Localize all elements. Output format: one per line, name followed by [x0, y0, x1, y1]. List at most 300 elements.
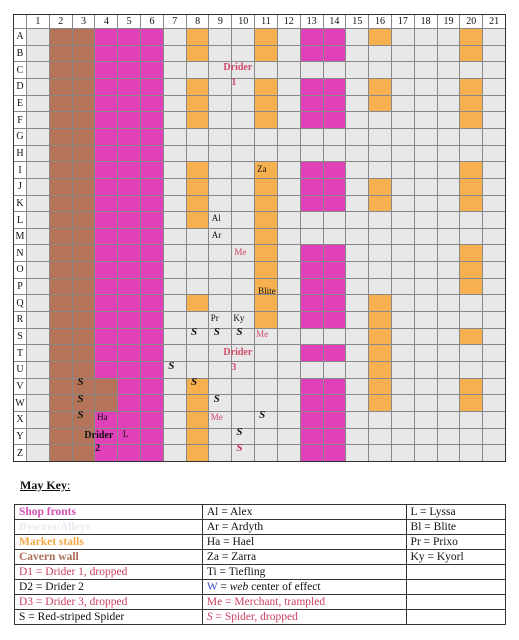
map-cell[interactable]: [483, 112, 505, 128]
map-cell[interactable]: [324, 362, 346, 378]
map-cell[interactable]: [141, 379, 163, 395]
map-cell[interactable]: [50, 245, 72, 261]
map-cell[interactable]: [483, 46, 505, 62]
map-cell[interactable]: [278, 395, 300, 411]
map-cell[interactable]: [324, 395, 346, 411]
map-cell[interactable]: [232, 362, 254, 378]
map-cell[interactable]: [255, 295, 277, 311]
map-cell[interactable]: [232, 112, 254, 128]
map-cell[interactable]: [187, 29, 209, 45]
map-cell[interactable]: [460, 429, 482, 445]
map-cell[interactable]: [392, 445, 414, 461]
map-cell[interactable]: [209, 245, 231, 261]
map-cell[interactable]: [73, 262, 95, 278]
map-cell[interactable]: [415, 29, 437, 45]
map-cell[interactable]: [369, 112, 391, 128]
map-cell[interactable]: [301, 329, 323, 345]
map-cell[interactable]: [232, 312, 254, 328]
map-cell[interactable]: [346, 179, 368, 195]
map-cell[interactable]: [141, 312, 163, 328]
map-cell[interactable]: [278, 29, 300, 45]
map-cell[interactable]: [95, 445, 117, 461]
map-cell[interactable]: [438, 312, 460, 328]
map-cell[interactable]: [460, 96, 482, 112]
map-cell[interactable]: [301, 379, 323, 395]
map-cell[interactable]: [50, 412, 72, 428]
map-cell[interactable]: [301, 245, 323, 261]
map-cell[interactable]: [118, 312, 140, 328]
map-cell[interactable]: [392, 112, 414, 128]
map-cell[interactable]: [209, 312, 231, 328]
map-cell[interactable]: [255, 129, 277, 145]
map-cell[interactable]: [415, 212, 437, 228]
map-cell[interactable]: [301, 112, 323, 128]
map-cell[interactable]: [438, 112, 460, 128]
map-cell[interactable]: [255, 96, 277, 112]
map-cell[interactable]: [369, 46, 391, 62]
map-cell[interactable]: [346, 395, 368, 411]
map-cell[interactable]: [95, 312, 117, 328]
map-cell[interactable]: [392, 62, 414, 78]
map-cell[interactable]: [460, 29, 482, 45]
map-cell[interactable]: [232, 212, 254, 228]
map-cell[interactable]: [415, 179, 437, 195]
map-cell[interactable]: [164, 129, 186, 145]
map-cell[interactable]: [73, 112, 95, 128]
map-cell[interactable]: [346, 129, 368, 145]
map-cell[interactable]: [95, 229, 117, 245]
map-cell[interactable]: [187, 295, 209, 311]
map-cell[interactable]: [118, 429, 140, 445]
map-cell[interactable]: [483, 179, 505, 195]
map-cell[interactable]: [141, 79, 163, 95]
map-cell[interactable]: [164, 112, 186, 128]
map-cell[interactable]: [438, 429, 460, 445]
map-cell[interactable]: [95, 412, 117, 428]
map-cell[interactable]: [118, 379, 140, 395]
map-cell[interactable]: [141, 129, 163, 145]
map-cell[interactable]: [392, 395, 414, 411]
map-cell[interactable]: [209, 212, 231, 228]
map-cell[interactable]: [301, 196, 323, 212]
map-cell[interactable]: [73, 212, 95, 228]
map-cell[interactable]: [164, 262, 186, 278]
map-cell[interactable]: [27, 379, 49, 395]
map-cell[interactable]: [301, 229, 323, 245]
map-cell[interactable]: [95, 379, 117, 395]
map-cell[interactable]: [141, 329, 163, 345]
map-cell[interactable]: [95, 29, 117, 45]
map-cell[interactable]: [164, 245, 186, 261]
map-cell[interactable]: [301, 445, 323, 461]
map-cell[interactable]: [164, 229, 186, 245]
map-cell[interactable]: [141, 395, 163, 411]
map-cell[interactable]: [95, 212, 117, 228]
map-cell[interactable]: [438, 329, 460, 345]
map-cell[interactable]: [346, 295, 368, 311]
map-cell[interactable]: [369, 212, 391, 228]
map-cell[interactable]: [27, 245, 49, 261]
map-cell[interactable]: [255, 409, 277, 428]
map-cell[interactable]: [50, 362, 72, 378]
map-cell[interactable]: [324, 62, 346, 78]
map-cell[interactable]: [209, 295, 231, 311]
map-cell[interactable]: [278, 229, 300, 245]
map-cell[interactable]: [187, 229, 209, 245]
map-cell[interactable]: [278, 362, 300, 378]
map-cell[interactable]: [324, 262, 346, 278]
map-cell[interactable]: [369, 345, 391, 361]
map-cell[interactable]: [278, 62, 300, 78]
map-cell[interactable]: [118, 362, 140, 378]
map-cell[interactable]: [369, 96, 391, 112]
map-cell[interactable]: [141, 146, 163, 162]
map-cell[interactable]: [27, 295, 49, 311]
map-cell[interactable]: [392, 412, 414, 428]
map-cell[interactable]: [232, 262, 254, 278]
map-cell[interactable]: [346, 262, 368, 278]
map-cell[interactable]: [187, 62, 209, 78]
map-cell[interactable]: [141, 162, 163, 178]
map-cell[interactable]: [187, 376, 209, 395]
map-cell[interactable]: [346, 112, 368, 128]
map-cell[interactable]: [73, 162, 95, 178]
map-cell[interactable]: [346, 29, 368, 45]
map-cell[interactable]: [164, 345, 186, 361]
map-cell[interactable]: [369, 312, 391, 328]
map-cell[interactable]: [27, 212, 49, 228]
map-cell[interactable]: [73, 245, 95, 261]
map-cell[interactable]: [415, 412, 437, 428]
map-cell[interactable]: [118, 445, 140, 461]
map-cell[interactable]: [232, 46, 254, 62]
map-cell[interactable]: [232, 425, 254, 445]
map-cell[interactable]: [50, 345, 72, 361]
map-cell[interactable]: [460, 46, 482, 62]
map-cell[interactable]: [483, 429, 505, 445]
map-cell[interactable]: [346, 329, 368, 345]
map-cell[interactable]: [255, 162, 277, 178]
map-cell[interactable]: [483, 62, 505, 78]
map-cell[interactable]: [232, 326, 254, 345]
map-cell[interactable]: [460, 112, 482, 128]
map-cell[interactable]: [301, 345, 323, 361]
map-cell[interactable]: [95, 96, 117, 112]
map-cell[interactable]: [438, 245, 460, 261]
map-cell[interactable]: [369, 329, 391, 345]
map-cell[interactable]: [346, 429, 368, 445]
map-cell[interactable]: [118, 29, 140, 45]
map-cell[interactable]: [164, 46, 186, 62]
map-cell[interactable]: [73, 46, 95, 62]
map-cell[interactable]: [187, 312, 209, 328]
map-cell[interactable]: [460, 312, 482, 328]
map-cell[interactable]: [232, 442, 254, 461]
map-cell[interactable]: [164, 79, 186, 95]
map-cell[interactable]: [118, 295, 140, 311]
map-cell[interactable]: [255, 312, 277, 328]
map-cell[interactable]: [392, 312, 414, 328]
map-cell[interactable]: [483, 212, 505, 228]
map-cell[interactable]: [27, 279, 49, 295]
map-cell[interactable]: [460, 262, 482, 278]
map-cell[interactable]: [232, 129, 254, 145]
map-cell[interactable]: [118, 112, 140, 128]
map-cell[interactable]: [324, 279, 346, 295]
map-cell[interactable]: [118, 96, 140, 112]
map-cell[interactable]: [460, 345, 482, 361]
map-cell[interactable]: [438, 395, 460, 411]
map-cell[interactable]: [27, 62, 49, 78]
map-cell[interactable]: [141, 445, 163, 461]
map-cell[interactable]: [95, 262, 117, 278]
map-cell[interactable]: [460, 445, 482, 461]
map-cell[interactable]: [301, 212, 323, 228]
map-cell[interactable]: [392, 96, 414, 112]
map-cell[interactable]: [301, 429, 323, 445]
map-cell[interactable]: [73, 445, 95, 461]
map-cell[interactable]: [73, 329, 95, 345]
map-cell[interactable]: [141, 295, 163, 311]
map-cell[interactable]: [324, 46, 346, 62]
map-cell[interactable]: [95, 245, 117, 261]
map-cell[interactable]: [324, 146, 346, 162]
map-cell[interactable]: [346, 279, 368, 295]
map-cell[interactable]: [483, 196, 505, 212]
map-cell[interactable]: [95, 196, 117, 212]
map-cell[interactable]: [278, 429, 300, 445]
map-cell[interactable]: [73, 129, 95, 145]
map-cell[interactable]: [95, 279, 117, 295]
map-cell[interactable]: [50, 62, 72, 78]
map-cell[interactable]: [50, 445, 72, 461]
map-cell[interactable]: [483, 379, 505, 395]
map-cell[interactable]: [415, 329, 437, 345]
map-cell[interactable]: [324, 379, 346, 395]
map-cell[interactable]: [50, 179, 72, 195]
map-cell[interactable]: [209, 196, 231, 212]
map-cell[interactable]: [301, 262, 323, 278]
map-cell[interactable]: [118, 62, 140, 78]
map-cell[interactable]: [278, 279, 300, 295]
map-cell[interactable]: [415, 445, 437, 461]
map-cell[interactable]: [278, 329, 300, 345]
map-cell[interactable]: [209, 29, 231, 45]
map-cell[interactable]: [164, 279, 186, 295]
map-cell[interactable]: [324, 162, 346, 178]
map-cell[interactable]: [346, 212, 368, 228]
map-cell[interactable]: [460, 379, 482, 395]
map-cell[interactable]: [118, 412, 140, 428]
map-cell[interactable]: [73, 392, 95, 411]
map-cell[interactable]: [392, 162, 414, 178]
map-cell[interactable]: [324, 212, 346, 228]
map-cell[interactable]: [392, 295, 414, 311]
map-cell[interactable]: [483, 362, 505, 378]
map-cell[interactable]: [141, 279, 163, 295]
map-cell[interactable]: [460, 245, 482, 261]
map-cell[interactable]: [209, 62, 231, 78]
map-cell[interactable]: [50, 395, 72, 411]
map-cell[interactable]: [438, 46, 460, 62]
map-cell[interactable]: [369, 445, 391, 461]
map-cell[interactable]: [187, 162, 209, 178]
map-cell[interactable]: [255, 245, 277, 261]
map-cell[interactable]: [209, 362, 231, 378]
map-cell[interactable]: [438, 129, 460, 145]
map-cell[interactable]: [255, 329, 277, 345]
map-cell[interactable]: [392, 79, 414, 95]
map-cell[interactable]: [118, 146, 140, 162]
map-cell[interactable]: [255, 362, 277, 378]
map-cell[interactable]: [95, 146, 117, 162]
map-cell[interactable]: [27, 395, 49, 411]
map-cell[interactable]: [141, 429, 163, 445]
map-cell[interactable]: [209, 112, 231, 128]
map-cell[interactable]: [460, 229, 482, 245]
map-cell[interactable]: [369, 429, 391, 445]
map-cell[interactable]: [27, 362, 49, 378]
map-cell[interactable]: [460, 129, 482, 145]
map-cell[interactable]: [50, 196, 72, 212]
map-cell[interactable]: [255, 229, 277, 245]
map-cell[interactable]: [209, 96, 231, 112]
map-cell[interactable]: [415, 196, 437, 212]
map-cell[interactable]: [346, 412, 368, 428]
map-cell[interactable]: [164, 379, 186, 395]
map-cell[interactable]: [278, 245, 300, 261]
map-cell[interactable]: [278, 295, 300, 311]
map-cell[interactable]: [73, 345, 95, 361]
map-cell[interactable]: [187, 79, 209, 95]
map-cell[interactable]: [118, 262, 140, 278]
map-cell[interactable]: [392, 179, 414, 195]
map-cell[interactable]: [460, 146, 482, 162]
map-cell[interactable]: [50, 295, 72, 311]
map-cell[interactable]: [27, 445, 49, 461]
map-cell[interactable]: [324, 429, 346, 445]
map-cell[interactable]: [209, 179, 231, 195]
map-cell[interactable]: [483, 312, 505, 328]
map-cell[interactable]: [438, 279, 460, 295]
map-cell[interactable]: [346, 46, 368, 62]
map-cell[interactable]: [369, 129, 391, 145]
map-cell[interactable]: [483, 279, 505, 295]
map-cell[interactable]: [301, 179, 323, 195]
map-cell[interactable]: [187, 362, 209, 378]
map-cell[interactable]: [369, 62, 391, 78]
map-cell[interactable]: [209, 429, 231, 445]
map-cell[interactable]: [415, 62, 437, 78]
map-cell[interactable]: [164, 395, 186, 411]
map-cell[interactable]: [73, 79, 95, 95]
map-cell[interactable]: [73, 229, 95, 245]
map-cell[interactable]: [73, 295, 95, 311]
map-cell[interactable]: [369, 29, 391, 45]
map-cell[interactable]: [324, 196, 346, 212]
map-cell[interactable]: [438, 96, 460, 112]
map-cell[interactable]: [141, 345, 163, 361]
map-cell[interactable]: [415, 245, 437, 261]
map-cell[interactable]: [324, 229, 346, 245]
map-cell[interactable]: [460, 179, 482, 195]
map-cell[interactable]: [346, 162, 368, 178]
map-cell[interactable]: [27, 412, 49, 428]
map-cell[interactable]: [278, 79, 300, 95]
map-cell[interactable]: [415, 279, 437, 295]
map-cell[interactable]: [369, 179, 391, 195]
map-cell[interactable]: [278, 129, 300, 145]
map-cell[interactable]: [392, 245, 414, 261]
map-cell[interactable]: [95, 62, 117, 78]
map-cell[interactable]: [369, 379, 391, 395]
map-cell[interactable]: [187, 429, 209, 445]
map-cell[interactable]: [95, 329, 117, 345]
map-cell[interactable]: [324, 445, 346, 461]
map-cell[interactable]: [369, 412, 391, 428]
map-cell[interactable]: [50, 229, 72, 245]
map-cell[interactable]: [278, 162, 300, 178]
map-cell[interactable]: [73, 409, 95, 428]
map-cell[interactable]: [301, 279, 323, 295]
map-cell[interactable]: [50, 279, 72, 295]
map-cell[interactable]: [232, 245, 254, 261]
map-cell[interactable]: [255, 46, 277, 62]
map-cell[interactable]: [73, 96, 95, 112]
map-cell[interactable]: [141, 229, 163, 245]
map-cell[interactable]: [415, 429, 437, 445]
map-cell[interactable]: [301, 162, 323, 178]
map-cell[interactable]: [27, 112, 49, 128]
map-cell[interactable]: [438, 295, 460, 311]
map-cell[interactable]: [278, 146, 300, 162]
map-cell[interactable]: [187, 262, 209, 278]
map-cell[interactable]: [255, 379, 277, 395]
map-cell[interactable]: [324, 79, 346, 95]
map-cell[interactable]: [164, 29, 186, 45]
map-cell[interactable]: [187, 245, 209, 261]
map-cell[interactable]: [301, 362, 323, 378]
map-cell[interactable]: [278, 312, 300, 328]
map-cell[interactable]: [255, 79, 277, 95]
map-cell[interactable]: [415, 395, 437, 411]
map-cell[interactable]: [346, 146, 368, 162]
map-cell[interactable]: [278, 262, 300, 278]
map-cell[interactable]: [301, 62, 323, 78]
map-cell[interactable]: [50, 212, 72, 228]
map-cell[interactable]: [438, 162, 460, 178]
map-cell[interactable]: [27, 329, 49, 345]
map-cell[interactable]: [369, 245, 391, 261]
map-cell[interactable]: [483, 229, 505, 245]
map-cell[interactable]: [141, 212, 163, 228]
map-cell[interactable]: [369, 146, 391, 162]
map-cell[interactable]: [415, 229, 437, 245]
map-cell[interactable]: [27, 345, 49, 361]
map-cell[interactable]: [95, 395, 117, 411]
map-cell[interactable]: [301, 312, 323, 328]
map-cell[interactable]: [50, 329, 72, 345]
map-cell[interactable]: [324, 29, 346, 45]
map-cell[interactable]: [392, 429, 414, 445]
map-cell[interactable]: [164, 445, 186, 461]
map-cell[interactable]: [369, 262, 391, 278]
map-cell[interactable]: [278, 196, 300, 212]
map-cell[interactable]: [255, 395, 277, 411]
map-cell[interactable]: [324, 129, 346, 145]
map-cell[interactable]: [187, 146, 209, 162]
map-cell[interactable]: [164, 162, 186, 178]
